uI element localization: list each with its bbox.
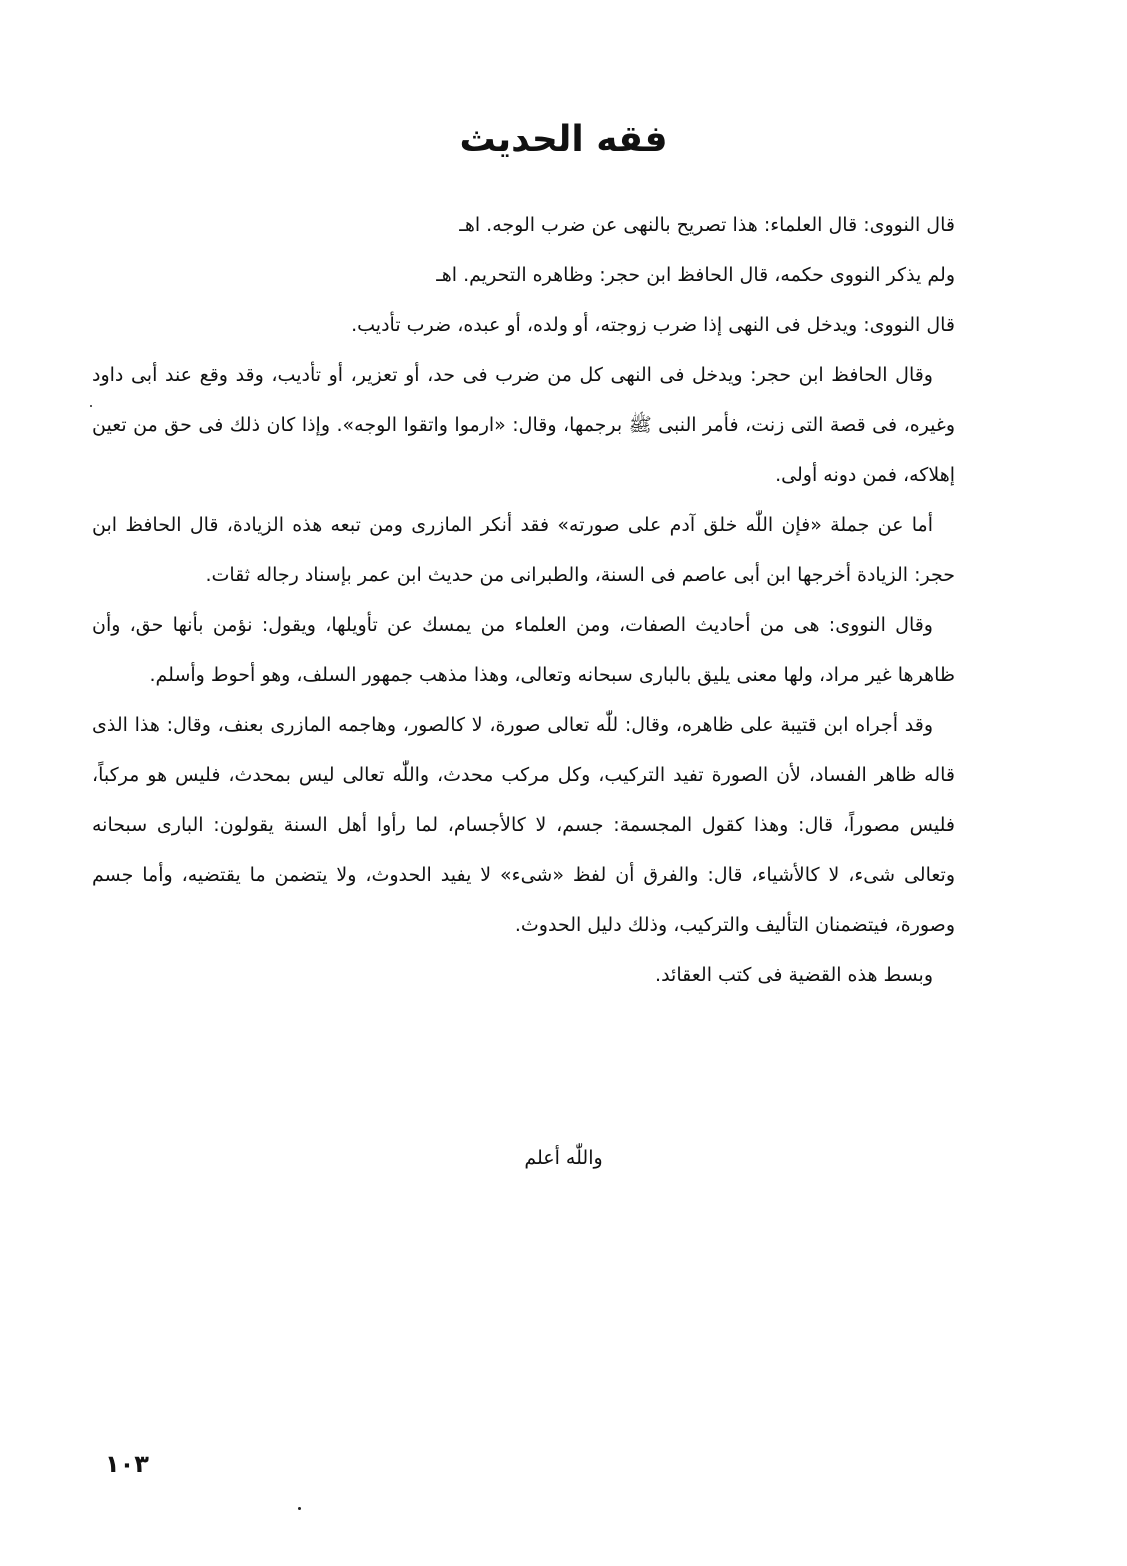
paragraph: أما عن جملة «فإن اللّٰه خلق آدم على صورته» فقد أنكر المازرى ومن تبعه هذه الزيادة، قال الحافظ ابن حجر: الزيادة أخرجها ابن أبى عاصم فى السنة، والطبرانى من حديث ابن عمر بإسناد رجاله ثقات. xyxy=(92,514,955,586)
paragraph: وقد أجراه ابن قتيبة على ظاهره، وقال: للّٰه تعالى صورة، لا كالصور، وهاجمه المازرى بعنف، وقال: هذا الذى قاله ظاهر الفساد، لأن الصورة تفيد التركيب، وكل مركب محدث، واللّٰه تعالى ليس بمحدث، فليس هو مركباً، فليس مصوراً، قال: وهذا كقول المجسمة: جسم، لا كالأجسام، لما رأوا أهل السنة يقولون: البارى سبحانه وتعالى شىء، لا كالأشياء، قال: والفرق أن لفظ «شىء» لا يفيد الحدوث، ولا يتضمن ما يقتضيه، وأما جسم وصورة، فيتضمنان التأليف والتركيب، وذلك دليل الحدوث. xyxy=(92,714,955,936)
page-title: فقه الحديث xyxy=(459,119,668,160)
paragraph: قال النووى: قال العلماء: هذا تصريح بالنهى عن ضرب الوجه. اهـ xyxy=(459,214,955,236)
closing-phrase: واللّٰه أعلم xyxy=(524,1147,603,1169)
paragraph: وبسط هذه القضية فى كتب العقائد. xyxy=(655,964,933,986)
paragraph: وقال النووى: هى من أحاديث الصفات، ومن العلماء من يمسك عن تأويلها، ويقول: نؤمن بأنها حق، وأن ظاهرها غير مراد، ولها معنى يليق بالبارى سبحانه وتعالى، وهذا مذهب جمهور السلف، وهو أحوط وأسلم. xyxy=(92,614,955,686)
page-number: ١٠٣ xyxy=(105,1450,149,1478)
body-text xyxy=(92,200,955,1000)
scan-speck xyxy=(298,1507,301,1510)
scan-speck xyxy=(90,405,92,407)
paragraph: وقال الحافظ ابن حجر: ويدخل فى النهى كل من ضرب فى حد، أو تعزير، أو تأديب، وقد وقع عند أبى داود وغيره، فى قصة التى زنت، فأمر النبى ﷺ برجمها، وقال: «ارموا واتقوا الوجه». وإذا كان ذلك فى حق من تعين إهلاكه، فمن دونه أولى. xyxy=(92,364,955,486)
paragraph: ولم يذكر النووى حكمه، قال الحافظ ابن حجر: وظاهره التحريم. اهـ xyxy=(436,264,955,286)
paragraph: قال النووى: ويدخل فى النهى إذا ضرب زوجته، أو ولده، أو عبده، ضرب تأديب. xyxy=(351,314,955,336)
